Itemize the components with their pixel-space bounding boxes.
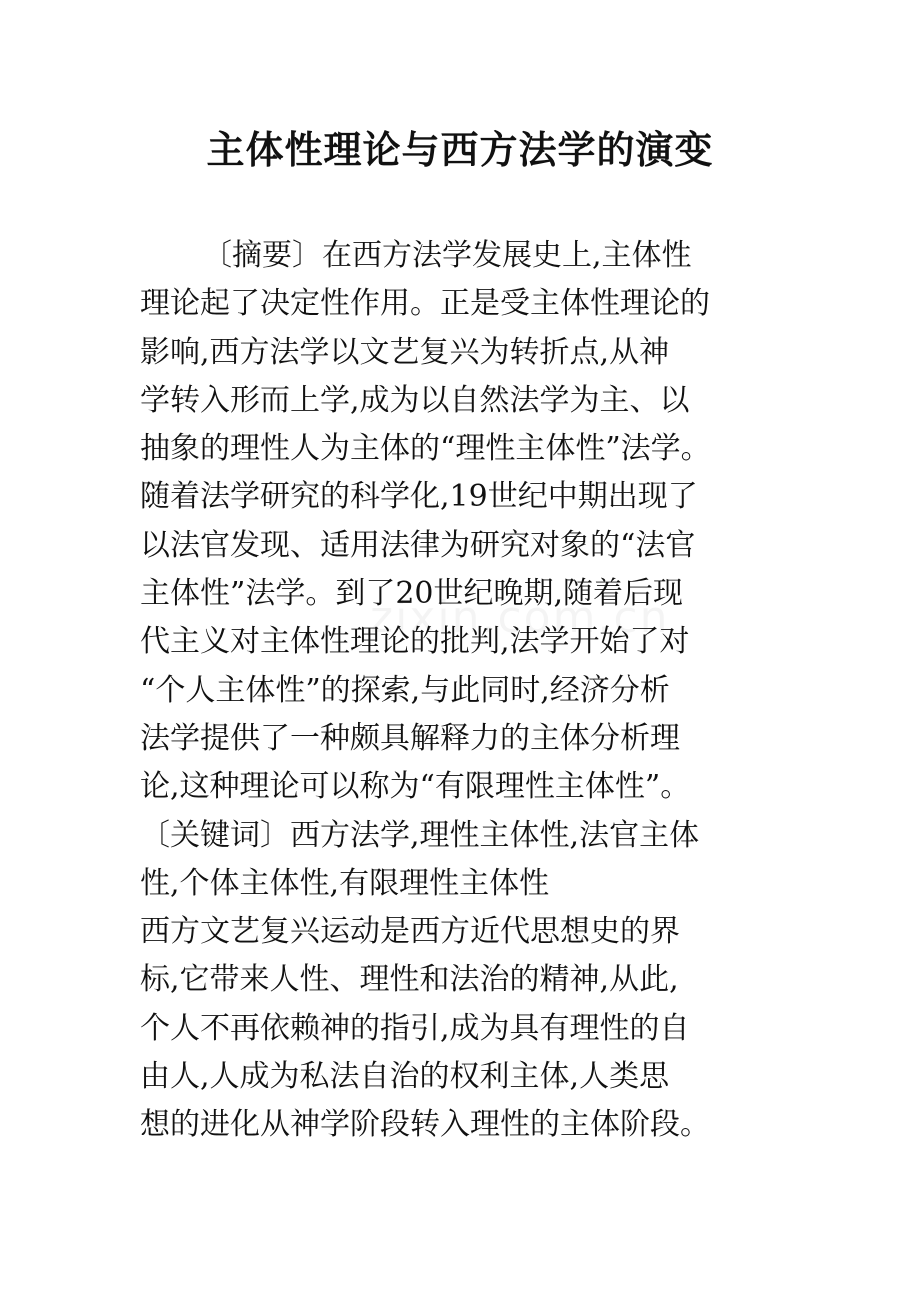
abstract-line: 法学提供了一种颇具解释力的主体分析理	[140, 720, 680, 756]
paragraph-line: 由人,人成为私法自治的权利主体,人类思	[140, 1059, 670, 1095]
abstract-line: 以法官发现、适用法律为研究对象的“法官	[140, 527, 696, 563]
abstract-line: 抽象的理性人为主体的“理性主体性”法学。	[140, 431, 711, 467]
paragraph-line: 想的进化从神学阶段转入理性的主体阶段。	[140, 1107, 710, 1143]
paragraph-line: 标,它带来人性、理性和法治的精神,从此,	[140, 962, 679, 998]
abstract-line: 〔摘要〕在西方法学发展史上,主体性	[202, 238, 692, 273]
document-title: 主体性理论与西方法学的演变	[206, 128, 714, 172]
abstract-line: 代主义对主体性理论的批判,法学开始了对	[140, 624, 690, 660]
paragraph-line: 西方文艺复兴运动是西方近代思想史的界	[140, 914, 680, 950]
paragraph-line: 个人不再依赖神的指引,成为具有理性的自	[140, 1010, 690, 1046]
abstract-line: 理论起了决定性作用。正是受主体性理论的	[140, 286, 710, 322]
abstract-line: 随着法学研究的科学化,19世纪中期出现了	[140, 479, 698, 515]
keywords-line: 性,个体主体性,有限理性主体性	[140, 865, 550, 901]
abstract-line: “个人主体性”的探索,与此同时,经济分析	[140, 672, 670, 708]
abstract-line: 影响,西方法学以文艺复兴为转折点,从神	[140, 334, 670, 370]
abstract-line: 学转入形而上学,成为以自然法学为主、以	[140, 382, 690, 418]
keywords-line: 〔关键词〕西方法学,理性主体性,法官主体	[140, 817, 700, 853]
abstract-line: 主体性”法学。到了20世纪晚期,随着后现	[140, 576, 684, 612]
abstract-line: 论,这种理论可以称为“有限理性主体性”。	[140, 769, 691, 805]
body-text	[140, 232, 790, 1150]
